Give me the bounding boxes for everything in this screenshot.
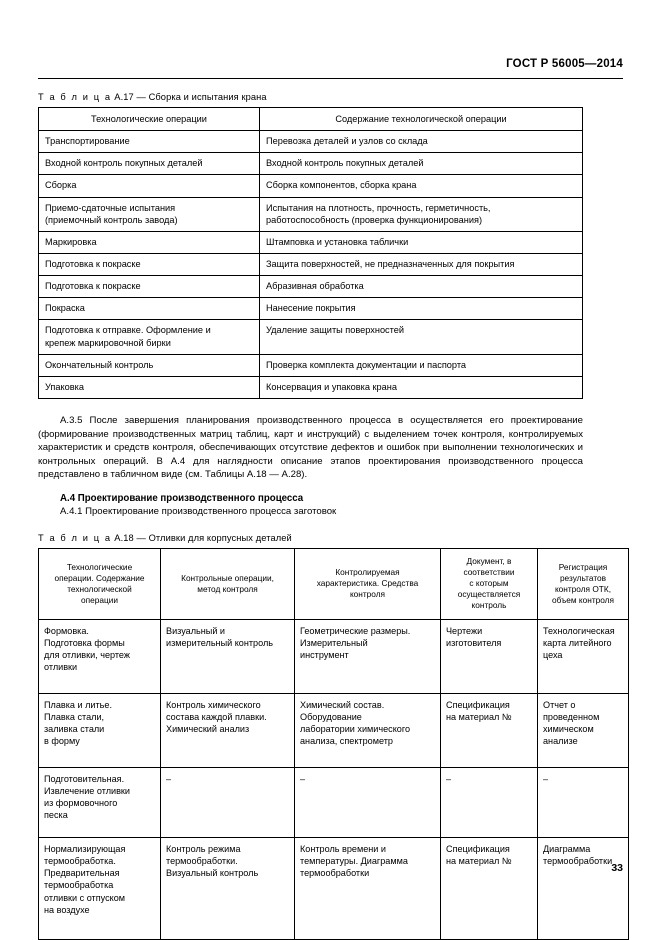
table-cell: – [161, 767, 295, 837]
table-cell: Геометрические размеры. Измерительный инструмент [295, 619, 441, 693]
table-cell: Абразивная обработка [260, 276, 583, 298]
table-cell: Плавка и литье. Плавка стали, заливка стали в форму [39, 693, 161, 767]
table-cell: Штамповка и установка таблички [260, 231, 583, 253]
table-row [39, 354, 583, 376]
table-cell: Подготовка к покраске [39, 253, 260, 275]
page-content [38, 92, 623, 940]
table-cell: Контроль химического состава каждой плавки. Химический анализ [161, 693, 295, 767]
table-cell: Спецификация на материал № [441, 837, 538, 939]
table-cell: – [538, 767, 629, 837]
table-cell: Окончательный контроль [39, 354, 260, 376]
table-row [39, 276, 583, 298]
table-cell: – [441, 767, 538, 837]
table-cell: Маркировка [39, 231, 260, 253]
paragraph-a35 [38, 414, 583, 482]
table-a18-col-header-4: Регистрация результатов контроля ОТК, объем контроля [538, 549, 629, 620]
table-a17-caption-text: А.17 — Сборка и испытания крана [114, 92, 267, 102]
paragraph-a35-text: А.3.5 После завершения планирования производственного процесса в осуществляется его проектирование (формирование производственных матриц таблиц, карт и инструкций) с выделением точек контроля, контролируемых характеристик и средств контроля, обеспечивающих отсутствие дефектов и ошибок при выполнении технологических и контрольных операций. В А.4 для наглядности описание этапов проектирования производственного процесса представлено в табличном виде (см. Таблицы А.18 — А.28). [38, 414, 583, 481]
table-cell: Подготовка к отправке. Оформление и крепеж маркировочной бирки [39, 320, 260, 354]
table-a18-caption-text: А.18 — Отливки для корпусных деталей [114, 533, 292, 544]
table-cell: Химический состав. Оборудование лаборатории химического анализа, спектрометр [295, 693, 441, 767]
table-cell: Консервация и упаковка крана [260, 376, 583, 398]
page-header [38, 58, 623, 82]
table-cell: Технологическая карта литейного цеха [538, 619, 629, 693]
table-cell: Подготовка к покраске [39, 276, 260, 298]
table-cell: Подготовительная. Извлечение отливки из формовочного песка [39, 767, 161, 837]
table-a17-col-header-0: Технологические операции [39, 108, 260, 131]
table-cell: Транспортирование [39, 131, 260, 153]
table-a18-caption: Т а б л и ц а А.18 — Отливки для корпусных деталей [38, 533, 292, 544]
table-row [39, 767, 629, 837]
table-a17-body [39, 131, 583, 399]
heading-a4: А.4 Проектирование производственного процесса [60, 493, 304, 505]
table-a17-col-header-1: Содержание технологической операции [260, 108, 583, 131]
table-row [39, 131, 583, 153]
table-cell: Контроль времени и температуры. Диаграмма термообработки [295, 837, 441, 939]
header-divider [38, 78, 623, 79]
standard-title: ГОСТ Р 56005—2014 [506, 58, 623, 70]
table-cell: Упаковка [39, 376, 260, 398]
table-row [39, 376, 583, 398]
table-cell: Нанесение покрытия [260, 298, 583, 320]
table-row [39, 837, 629, 939]
table-cell: Входной контроль покупных деталей [260, 153, 583, 175]
table-cell: Чертежи изготовителя [441, 619, 538, 693]
table-cell: Испытания на плотность, прочность, герметичность, работоспособность (проверка функционирования) [260, 197, 583, 231]
table-cell: – [295, 767, 441, 837]
table-cell: Диаграмма термообработки [538, 837, 629, 939]
table-row [39, 253, 583, 275]
table-cell: Перевозка деталей и узлов со склада [260, 131, 583, 153]
table-cell: Контроль режима термообработки. Визуальный контроль [161, 837, 295, 939]
table-row [39, 175, 583, 197]
table-cell: Формовка. Подготовка формы для отливки, чертеж отливки [39, 619, 161, 693]
table-a18-col-header-3: Документ, в соответствии с которым осуществляется контроль [441, 549, 538, 620]
table-a18-col-header-2: Контролируемая характеристика. Средства контроля [295, 549, 441, 620]
table-row [39, 153, 583, 175]
table-cell: Покраска [39, 298, 260, 320]
table-a18-header-row [39, 549, 629, 620]
table-cell: Приемо-сдаточные испытания (приемочный контроль завода) [39, 197, 260, 231]
table-cell: Сборка [39, 175, 260, 197]
table-cell: Входной контроль покупных деталей [39, 153, 260, 175]
table-row [39, 298, 583, 320]
table-row [39, 231, 583, 253]
page-number: 33 [611, 862, 623, 874]
table-row [39, 693, 629, 767]
table-cell: Удаление защиты поверхностей [260, 320, 583, 354]
table-a17 [38, 107, 583, 399]
table-a18-col-header-1: Контрольные операции, метод контроля [161, 549, 295, 620]
table-cell: Отчет о проведенном химическом анализе [538, 693, 629, 767]
table-a18-col-header-0: Технологические операции. Содержание технологической операции [39, 549, 161, 620]
table-a18-body [39, 619, 629, 939]
table-a17-header-row [39, 108, 583, 131]
table-a18 [38, 548, 629, 940]
table-cell: Визуальный и измерительный контроль [161, 619, 295, 693]
table-cell: Защита поверхностей, не предназначенных для покрытия [260, 253, 583, 275]
table-a18-block [38, 533, 623, 940]
table-cell: Проверка комплекта документации и паспорта [260, 354, 583, 376]
table-cell: Нормализирующая термообработка. Предварительная термообработка отливки с отпуском на воздухе [39, 837, 161, 939]
table-cell: Сборка компонентов, сборка крана [260, 175, 583, 197]
table-cell: Спецификация на материал № [441, 693, 538, 767]
table-row [39, 197, 583, 231]
table-a17-caption: Т а б л и ц а А.17 — Сборка и испытания крана [38, 92, 267, 102]
table-row [39, 320, 583, 354]
table-row [39, 619, 629, 693]
subheading-a41: А.4.1 Проектирование производственного процесса заготовок [60, 506, 337, 518]
